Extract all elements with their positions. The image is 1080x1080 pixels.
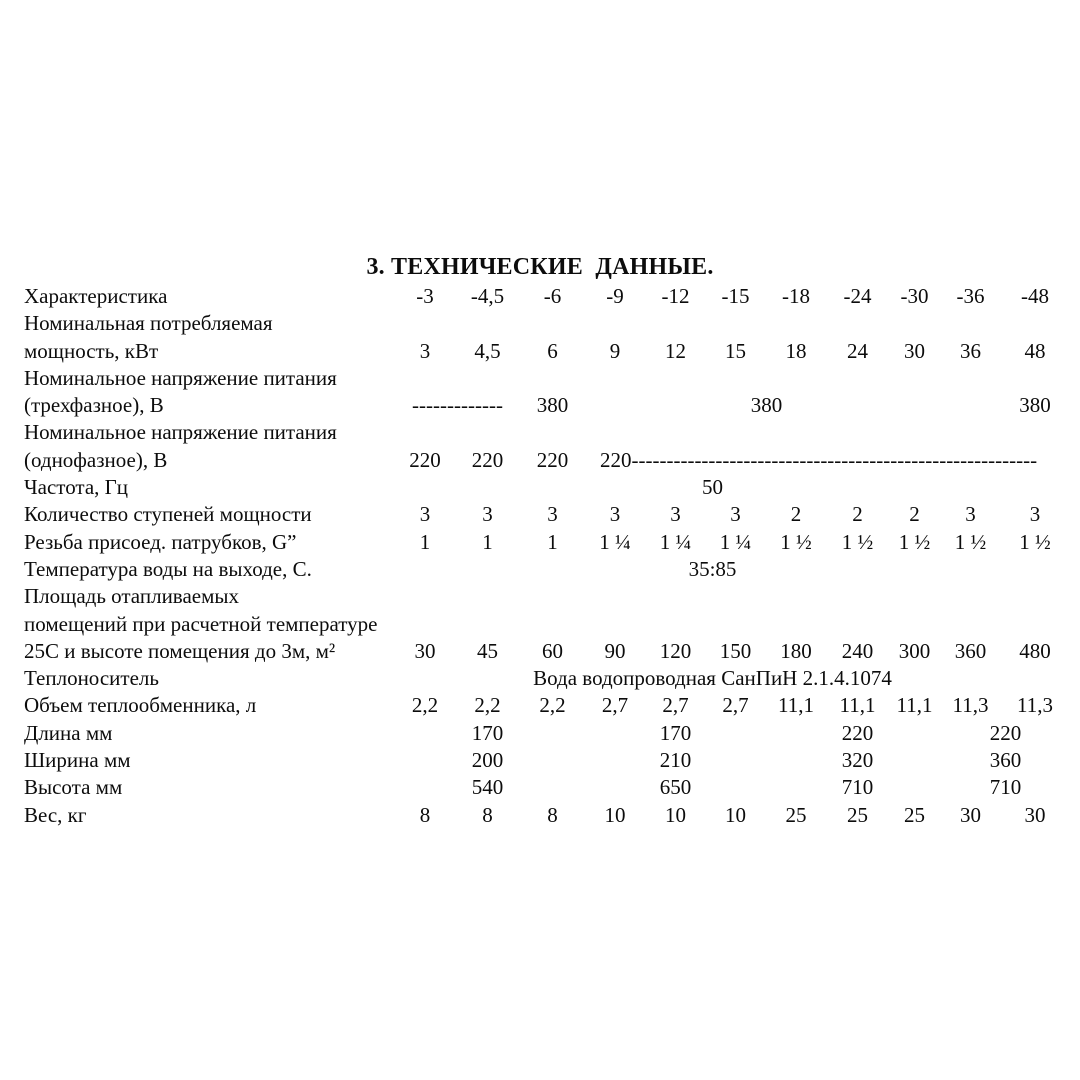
table-cell: 170 [659, 720, 692, 745]
table-cell: 25 [904, 802, 925, 827]
table-cell-empty [765, 774, 827, 801]
row-label: Площадь отапливаемых [24, 584, 239, 609]
table-cell-empty [645, 310, 706, 337]
row-label: Теплоноситель [24, 666, 159, 691]
table-cell-empty [520, 747, 585, 774]
table-cell-empty [941, 365, 1000, 392]
table-cell: 360 [989, 748, 1022, 773]
row-label: Резьба присоед. патрубков, G” [24, 529, 297, 554]
table-cell: 1 ¼ [719, 529, 752, 554]
table-cell-empty [706, 720, 765, 747]
table-row [24, 283, 1070, 310]
table-row [24, 529, 1070, 556]
table-cell: 380 [1019, 393, 1051, 418]
table-cell: 210 [659, 748, 692, 773]
row-label: 25С и высоте помещения до 3м, м² [24, 638, 336, 663]
table-cell: 2 [852, 502, 863, 527]
table-cell-empty [645, 583, 706, 610]
table-row [24, 720, 1070, 747]
table-cell-empty [585, 720, 645, 747]
row-label: Номинальное напряжение питания [24, 420, 337, 445]
table-row [24, 419, 1070, 446]
table-cell: 220 [841, 720, 874, 745]
table-cell: -6 [543, 284, 562, 308]
table-cell: 60 [542, 638, 563, 663]
table-cell: -48 [1021, 284, 1049, 308]
table-cell-empty [888, 583, 941, 610]
table-cell: 35:85 [688, 556, 737, 581]
technical-data-table [24, 283, 1070, 829]
table-cell-empty [765, 365, 827, 392]
table-cell: 3 [730, 502, 741, 527]
table-cell: 48 [1024, 338, 1046, 363]
table-cell: 1 [482, 529, 493, 554]
table-cell-empty [585, 611, 645, 638]
table-body [24, 283, 1070, 829]
table-cell-empty [941, 419, 1000, 446]
table-cell: 2,7 [722, 693, 749, 718]
table-cell: 3 [609, 502, 621, 527]
table-cell-empty [888, 611, 941, 638]
table-cell: 11,1 [778, 693, 814, 718]
table-cell: -9 [606, 284, 624, 308]
table-cell-empty [645, 365, 706, 392]
section-title: 3. ТЕХНИЧЕСКИЕ ДАННЫЕ. [366, 254, 714, 280]
table-cell: -24 [843, 284, 872, 308]
row-label: помещений при расчетной температуре [24, 611, 378, 636]
table-cell-empty [520, 583, 585, 610]
table-cell: -4,5 [470, 284, 505, 308]
table-cell-empty [520, 419, 585, 446]
table-cell-empty [645, 419, 706, 446]
table-cell-empty [706, 611, 765, 638]
table-cell-empty [1000, 365, 1070, 392]
table-row [24, 747, 1070, 774]
row-label: Номинальное напряжение питания [24, 365, 337, 390]
table-cell-empty [941, 310, 1000, 337]
row-label: Высота мм [24, 775, 123, 800]
table-cell-empty [520, 611, 585, 638]
table-cell: 90 [604, 638, 626, 663]
table-cell: 12 [665, 338, 686, 363]
table-cell: 30 [1024, 802, 1046, 827]
table-cell-empty [585, 583, 645, 610]
table-cell: 10 [665, 802, 686, 827]
table-cell: ------------- [412, 393, 503, 418]
table-cell: 150 [719, 638, 752, 663]
table-cell: 1 [419, 529, 431, 554]
table-row [24, 583, 1070, 610]
table-cell-empty [827, 583, 888, 610]
table-cell-empty [1000, 611, 1070, 638]
table-cell-empty [888, 720, 941, 747]
table-cell: 710 [989, 775, 1022, 800]
table-cell: 170 [471, 720, 504, 745]
table-row [24, 447, 1070, 474]
table-cell: -18 [782, 284, 810, 308]
table-cell-empty [1000, 419, 1070, 446]
table-cell-empty [645, 392, 706, 419]
table-row [24, 365, 1070, 392]
table-cell: 15 [725, 338, 746, 363]
table-cell: 11,3 [952, 693, 989, 718]
table-cell-empty [585, 419, 645, 446]
table-cell: 380 [536, 393, 569, 418]
row-label: Частота, Гц [24, 475, 129, 500]
row-label: (трехфазное), В [24, 393, 164, 418]
table-cell-empty [888, 365, 941, 392]
table-cell: 30 [904, 338, 925, 363]
table-cell-empty [455, 310, 520, 337]
table-cell: 3 [670, 502, 681, 527]
table-cell: 650 [659, 775, 692, 800]
table-cell-empty [585, 392, 645, 419]
table-cell-empty [395, 774, 455, 801]
table-cell: 220 [536, 447, 569, 472]
table-cell: 45 [477, 638, 498, 663]
table-cell: 380 [750, 393, 783, 418]
table-cell: -36 [956, 284, 985, 308]
table-cell: 3 [965, 502, 976, 527]
table-cell: 1 ½ [1019, 529, 1051, 554]
table-cell-empty [455, 583, 520, 610]
table-cell-empty [941, 392, 1000, 419]
table-cell-empty [395, 747, 455, 774]
table-cell: 180 [780, 638, 812, 663]
table-cell-empty [706, 310, 765, 337]
row-label: Длина мм [24, 720, 113, 745]
table-cell-empty [1000, 583, 1070, 610]
row-label: Ширина мм [24, 748, 131, 773]
table-cell-empty [395, 720, 455, 747]
table-cell: 320 [841, 748, 874, 773]
table-cell: 2,7 [662, 693, 689, 718]
table-cell: 8 [482, 802, 493, 827]
table-cell-empty [706, 747, 765, 774]
table-cell: 220 [471, 447, 504, 472]
table-cell: 10 [604, 802, 626, 827]
table-cell-empty [1000, 310, 1070, 337]
table-row [24, 611, 1070, 638]
table-cell: -30 [900, 284, 929, 308]
table-cell-empty [455, 365, 520, 392]
table-cell: 1 ½ [954, 529, 987, 554]
table-cell: 2,2 [411, 693, 439, 718]
table-row [24, 501, 1070, 528]
table-cell: 25 [785, 802, 807, 827]
table-cell: 3 [1029, 502, 1041, 527]
table-cell: 36 [960, 338, 981, 363]
table-cell-empty [827, 310, 888, 337]
row-label: Количество ступеней мощности [24, 502, 312, 527]
table-cell: 6 [547, 338, 558, 363]
table-cell-empty [888, 310, 941, 337]
table-cell-empty [585, 310, 645, 337]
table-cell: 18 [785, 338, 807, 363]
table-cell: Вода водопроводная СанПиН 2.1.4.1074 [533, 666, 892, 691]
table-row [24, 392, 1070, 419]
table-cell: 1 ¼ [599, 529, 631, 554]
table-cell: 11,3 [1017, 693, 1053, 718]
table-cell: 1 [547, 529, 558, 554]
table-cell-empty [395, 310, 455, 337]
table-cell: 200 [471, 748, 504, 773]
table-cell-empty [827, 365, 888, 392]
table-cell-empty [888, 747, 941, 774]
table-cell: 300 [898, 638, 931, 663]
table-cell-empty [706, 583, 765, 610]
table-cell: 3 [419, 502, 431, 527]
table-cell: -15 [721, 284, 750, 308]
table-cell: 10 [725, 802, 746, 827]
table-cell: 3 [419, 338, 431, 363]
table-cell-empty [455, 611, 520, 638]
table-row [24, 692, 1070, 719]
table-cell-empty [827, 392, 888, 419]
table-cell: 240 [841, 638, 874, 663]
table-cell: 220 [409, 447, 441, 472]
table-cell-empty [941, 583, 1000, 610]
table-cell-empty [888, 419, 941, 446]
table-row [24, 774, 1070, 801]
table-cell: -3 [416, 284, 434, 308]
table-cell: 4,5 [474, 338, 501, 363]
table-cell-empty [520, 310, 585, 337]
table-cell-empty [765, 720, 827, 747]
table-cell: 8 [419, 802, 431, 827]
table-cell: 11,1 [839, 693, 876, 718]
table-cell-empty [455, 419, 520, 446]
table-cell: 480 [1019, 638, 1051, 663]
table-cell-empty [395, 583, 455, 610]
table-cell-empty [585, 365, 645, 392]
table-cell-empty [941, 611, 1000, 638]
table-cell: 1 ½ [780, 529, 812, 554]
table-cell: 2 [909, 502, 920, 527]
table-row [24, 338, 1070, 365]
table-row [24, 802, 1070, 829]
table-cell: 25 [847, 802, 868, 827]
table-cell: 220---------------------------------------------------------- [600, 447, 1038, 472]
table-cell: 1 ¼ [659, 529, 692, 554]
table-cell-empty [765, 611, 827, 638]
table-cell: 2,7 [601, 693, 629, 718]
table-cell: 710 [841, 775, 874, 800]
table-cell-empty [520, 720, 585, 747]
table-cell-empty [585, 774, 645, 801]
table-cell-empty [706, 419, 765, 446]
table-cell-empty [520, 365, 585, 392]
table-cell-empty [520, 774, 585, 801]
table-row [24, 665, 1070, 692]
table-cell-empty [827, 611, 888, 638]
table-cell-empty [645, 611, 706, 638]
table-cell: -12 [661, 284, 690, 308]
table-row [24, 310, 1070, 337]
table-cell-empty [585, 747, 645, 774]
table-cell: 2,2 [474, 693, 501, 718]
table-cell: 11,1 [896, 693, 933, 718]
table-cell-empty [888, 774, 941, 801]
row-label: Характеристика [24, 284, 168, 308]
table-cell-empty [765, 419, 827, 446]
table-cell-empty [765, 310, 827, 337]
table-cell-empty [765, 747, 827, 774]
table-cell: 220 [989, 720, 1022, 745]
table-cell-empty [395, 611, 455, 638]
table-cell: 8 [547, 802, 558, 827]
table-cell: 2,2 [539, 693, 566, 718]
row-label: Объем теплообменника, л [24, 693, 257, 718]
table-cell-empty [888, 392, 941, 419]
row-label: Температура воды на выходе, С. [24, 556, 312, 581]
table-row [24, 474, 1070, 501]
table-cell: 1 ½ [841, 529, 874, 554]
table-cell-empty [765, 583, 827, 610]
table-cell: 3 [547, 502, 558, 527]
table-cell: 30 [414, 638, 436, 663]
table-cell: 30 [960, 802, 981, 827]
table-cell-empty [706, 365, 765, 392]
table-row [24, 638, 1070, 665]
table-cell: 1 ½ [898, 529, 931, 554]
row-label: (однофазное), В [24, 447, 168, 472]
table-cell: 3 [482, 502, 493, 527]
table-cell-empty [827, 419, 888, 446]
table-cell: 540 [471, 775, 504, 800]
table-cell: 9 [609, 338, 621, 363]
row-label: Номинальная потребляемая [24, 311, 273, 336]
table-cell: 360 [954, 638, 987, 663]
table-cell: 120 [659, 638, 692, 663]
table-cell: 50 [702, 475, 723, 500]
row-label: Вес, кг [24, 802, 87, 827]
table-cell: 2 [790, 502, 802, 527]
table-row [24, 556, 1070, 583]
table-cell-empty [395, 419, 455, 446]
table-cell-empty [706, 774, 765, 801]
table-cell-empty [395, 365, 455, 392]
row-label: мощность, кВт [24, 338, 159, 363]
table-cell: 24 [847, 338, 868, 363]
